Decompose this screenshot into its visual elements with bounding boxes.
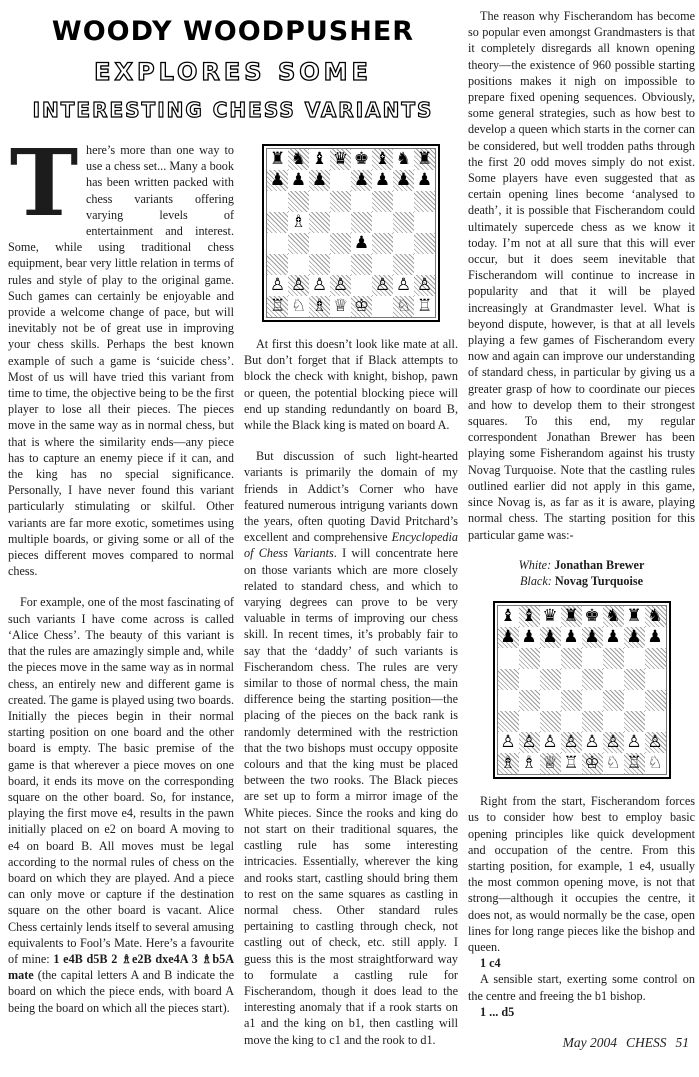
chess-piece: ♜: [416, 149, 433, 169]
board-square: [372, 254, 393, 275]
board-square: [582, 753, 603, 774]
board-square: [267, 296, 288, 317]
board-square: [351, 296, 372, 317]
board-square: [561, 732, 582, 753]
chess-piece: ♟: [416, 170, 433, 190]
board-square: [288, 275, 309, 296]
board-square: [309, 170, 330, 191]
board-square: [393, 233, 414, 254]
title-line-3: INTERESTING CHESS VARIANTS: [32, 98, 434, 122]
chess-diagram-alice-mate: [262, 144, 440, 322]
chess-piece: ♙: [605, 732, 621, 753]
title-line-1: WOODY WOODPUSHER: [51, 16, 415, 47]
chess-piece: ♟: [353, 170, 370, 190]
chess-piece: ♗: [290, 212, 307, 232]
chess-board: [497, 605, 667, 775]
chess-piece: ♝: [374, 149, 391, 169]
board-square: [393, 191, 414, 212]
chess-piece: ♟: [500, 627, 516, 648]
board-square: [540, 753, 561, 774]
board-square: [540, 606, 561, 627]
board-square: [330, 212, 351, 233]
board-square: [330, 275, 351, 296]
board-square: [603, 648, 624, 669]
board-square: [624, 711, 645, 732]
chess-piece: ♟: [542, 627, 558, 648]
board-square: [372, 170, 393, 191]
board-square: [519, 711, 540, 732]
board-square: [351, 275, 372, 296]
text-segment: . I will concentrate here on those variants which are more closely related to standard chess, and which to varying degrees can prove to be very valuable in terms of improving our chess skill. In recent times, it’s probably fair to say that the ‘daddy’ of such variants is Fischerandom chess. The rules are very similar to those of normal chess, the main difference being the starting position—the placing of the pieces on the back rank is randomly determined with the restriction that the two bishops must occupy opposite colours and that the king must be placed between the two rooks. The Black pieces are set up to form a mirror image of the White pieces. Since the rooks and king do not start on their traditional squares, the castling rule has some interesting intricacies. Essentially, wherever the king and rooks start, castling should bring them to rest on the same squares as castling in normal chess. Other standard rules pertaining to castling through check, not castling out of check, etc. still apply. I guess this is the most straightforward way to formulate a castling rule for Fischerandom, though it does lead to the interesting anomaly that if a rook starts on a1 and the king on b1, then castling will move the king to c1 and the rook to d1.: [244, 546, 459, 1047]
left-region: [8, 8, 458, 1048]
board-square: [582, 711, 603, 732]
board-square: [372, 296, 393, 317]
chess-piece: ♟: [353, 233, 370, 253]
board-square: [645, 606, 666, 627]
board-square: [330, 296, 351, 317]
footer-magazine: CHESS: [626, 1035, 667, 1050]
text-segment: Right from the start, Fischerandom forces us to consider how best to employ basic opening principles like quick development and occupation of the centre. From this starting position, for example, 1 e4, usually the most common opening move, is not that strong—although it occupies the centre, it does not, as would normally be the case, open lines for long range pieces like the bishop and queen.: [468, 794, 695, 954]
board-square: [393, 296, 414, 317]
board-square: [351, 191, 372, 212]
move-black-1: 1 ... d5: [480, 1004, 515, 1019]
board-square: [267, 191, 288, 212]
title-line-2: EXPLORES SOME: [94, 58, 372, 86]
board-square: [288, 170, 309, 191]
board-square: [540, 669, 561, 690]
text-segment: The reason why Fischerandom has become so popular even amongst Grandmasters is that it completely disregards all known opening theory—the existence of 960 possible starting positions makes it nigh on impossible to prepare fixed opening sequences. Obviously, some general strategies, such as how best to develop a queen which starts in the corner can be considered, but well trodden paths through the first 20 odd moves simply do not exist. Some players have even suggested that as certain opening lines become ‘analysed to death’, it is possible that Fischerandom could ultimately supercede chess as we know it today. I’m not at all sure that this will ever occur, but it does seem inevitable that Fischerandom will continue to increase in popularity and that it will be played increasingly at Grandmaster level. What is beyond dispute, however, is that at all levels playing a few games of Fischerandom every now and again can improve our understanding of standard chess, in particular by giving us a greater grasp of how to coordinate our pieces and how to develop them to their strongest squares. To this end, my regular correspondent Jonathan Brewer has been playing some Fisherandom against his trusty Novag Turquoise. Note that the castling rules outlined earlier did not apply in this game, since Novag is, as far as it is aware, playing normal chess. The starting position for this particular game was:-: [468, 9, 695, 542]
board-square: [519, 606, 540, 627]
chess-piece: ♟: [647, 627, 663, 648]
board-square: [645, 669, 666, 690]
board-square: [351, 170, 372, 191]
board-square: [498, 606, 519, 627]
chess-piece: ♝: [500, 606, 516, 627]
board-square: [414, 275, 435, 296]
column-left: [8, 129, 234, 1048]
page-footer: [554, 1035, 689, 1051]
white-label: White:: [518, 557, 552, 572]
board-square: [309, 233, 330, 254]
chess-piece: ♜: [563, 606, 579, 627]
board-square: [288, 296, 309, 317]
board-square: [561, 753, 582, 774]
board-square: [288, 191, 309, 212]
board-square: [267, 170, 288, 191]
board-square: [540, 627, 561, 648]
board-square: [561, 648, 582, 669]
board-square: [414, 233, 435, 254]
chess-piece: ♘: [290, 296, 307, 316]
black-player: [468, 573, 695, 589]
board-square: [561, 711, 582, 732]
board-square: [330, 191, 351, 212]
board-square: [603, 669, 624, 690]
board-square: [540, 711, 561, 732]
chess-piece: ♔: [353, 296, 370, 316]
board-square: [372, 191, 393, 212]
chess-piece: ♟: [269, 170, 286, 190]
board-square: [519, 627, 540, 648]
board-square: [288, 254, 309, 275]
board-square: [372, 275, 393, 296]
chess-piece: ♚: [353, 149, 370, 169]
chess-piece: ♙: [374, 275, 391, 295]
board-square: [309, 275, 330, 296]
chess-piece: ♕: [332, 296, 349, 316]
board-square: [561, 690, 582, 711]
board-square: [288, 212, 309, 233]
move-comment: [468, 971, 695, 1003]
board-square: [603, 711, 624, 732]
board-square: [582, 669, 603, 690]
board-square: [498, 669, 519, 690]
board-square: [603, 690, 624, 711]
board-square: [330, 254, 351, 275]
chess-piece: ♟: [395, 170, 412, 190]
board-square: [540, 732, 561, 753]
board-square: [624, 627, 645, 648]
board-square: [267, 233, 288, 254]
paragraph-fischerandom-rules: [244, 448, 458, 1048]
chess-piece: ♜: [626, 606, 642, 627]
board-square: [309, 254, 330, 275]
paragraph-opening-principles: [468, 793, 695, 955]
chess-piece: ♙: [584, 732, 600, 753]
chess-piece: ♙: [269, 275, 286, 295]
board-square: [414, 149, 435, 170]
paragraph-mate-explanation: [244, 336, 458, 433]
move-white-1: 1 c4: [480, 956, 501, 971]
chess-piece: ♗: [311, 296, 328, 316]
board-square: [393, 212, 414, 233]
chess-piece: ♘: [647, 753, 663, 774]
board-square: [498, 648, 519, 669]
board-square: [330, 233, 351, 254]
chess-piece: ♔: [584, 753, 600, 774]
chess-piece: ♘: [395, 296, 412, 316]
board-square: [393, 254, 414, 275]
board-square: [645, 711, 666, 732]
text-segment: (the capital letters A and B indicate the board on which the piece ends, with board A being the board on which all the pieces start).: [8, 968, 234, 1015]
board-square: [603, 606, 624, 627]
board-square: [519, 753, 540, 774]
chess-piece: ♙: [626, 732, 642, 753]
board-square: [645, 690, 666, 711]
paragraph-fischerandom-popularity: [468, 8, 695, 543]
text-segment: here’s more than one way to use a chess set... Many a book has been written packed with chess variants offering varying levels of entertainment and interest. Some, while using traditional chess equipment, bear very little relation in terms of rules and style of play to the original game. Such games can certainly be enjoyable and provide a welcome change of pace, but will inevitably not be of great use in improving your chess skills. Perhaps the best known example of such a game is ‘suicide chess’. Most of us will have tried this variant from time to time, the objective being to be the first player to lose all their pieces. The pieces move in the same way as in normal chess, but that is where the similarity ends—any piece has to capture an enemy piece if it can, and the king has no special significance. Personally, I have never found this variant particularly stimulating or skilful. Other variants are far more exotic, sometimes using multiple boards, or giving some or all of the pieces different moves compared to normal chess.: [8, 143, 234, 579]
text-segment: For example, one of the most fascinating of such variants I have come across is called ‘Alice Chess’. The beauty of this variant is that the rules are amazingly simple and, while the pieces move in the same way as in normal chess, an entirely new and different game is created. The game is played using two boards. Initially the pieces begin in their normal starting position on one board and the other board is empty. The basic premise of the game is that wherever a piece moves on one board, it ends its move on the corresponding square on the other board. So, for instance, playing the first move e4, results in the pawn initially placed on e2 on board A moving to e4 on board B. All moves must be legal according to the normal rules of chess on the board on which they are played. And a piece can only move or capture if the destination square on the other board is vacant. Alice Chess certainly lends itself to several amusing equivalents to Fool’s Mate. Here’s a favourite of mine:: [8, 595, 234, 966]
chess-piece: ♛: [542, 606, 558, 627]
board-square: [414, 170, 435, 191]
board-square: [561, 669, 582, 690]
chess-piece: ♟: [290, 170, 307, 190]
paragraph-alice-chess: [8, 594, 234, 1015]
chess-piece: ♞: [647, 606, 663, 627]
paragraph-intro: [8, 129, 234, 579]
board-square: [498, 690, 519, 711]
black-name: Novag Turquoise: [554, 573, 644, 588]
chess-piece: ♜: [269, 149, 286, 169]
board-square: [561, 606, 582, 627]
board-square: [414, 296, 435, 317]
board-square: [288, 233, 309, 254]
board-square: [351, 212, 372, 233]
board-square: [624, 669, 645, 690]
board-square: [330, 170, 351, 191]
text-segment: At first this doesn’t look like mate at all. But don’t forget that if Black attempts to block the check with knight, bishop, pawn or queen, the potential blocking piece will end up standing redundantly on board B, while the Black king is mated on board A.: [244, 337, 458, 433]
board-square: [645, 627, 666, 648]
board-square: [582, 606, 603, 627]
chess-piece: ♕: [542, 753, 558, 774]
chess-piece: ♙: [395, 275, 412, 295]
board-square: [309, 149, 330, 170]
board-square: [561, 627, 582, 648]
chess-piece: ♟: [563, 627, 579, 648]
body-columns: [8, 129, 459, 1048]
board-square: [372, 233, 393, 254]
board-square: [393, 275, 414, 296]
chess-piece: ♖: [626, 753, 642, 774]
chess-piece: ♙: [290, 275, 307, 295]
chess-piece: ♖: [563, 753, 579, 774]
board-square: [267, 149, 288, 170]
board-square: [498, 711, 519, 732]
footer-page-number: 51: [675, 1035, 689, 1050]
chess-piece: ♛: [332, 149, 349, 169]
board-square: [645, 753, 666, 774]
footer-issue: May 2004: [562, 1035, 617, 1050]
chess-piece: ♟: [521, 627, 537, 648]
board-square: [519, 669, 540, 690]
chess-diagram-fischerandom-start: [493, 601, 671, 779]
board-square: [582, 648, 603, 669]
board-square: [519, 648, 540, 669]
column-right: [468, 8, 695, 1048]
black-label: Black:: [519, 573, 552, 588]
board-square: [267, 254, 288, 275]
board-square: [351, 149, 372, 170]
board-square: [414, 191, 435, 212]
board-square: [645, 648, 666, 669]
board-square: [624, 648, 645, 669]
board-square: [519, 732, 540, 753]
chess-piece: ♙: [647, 732, 663, 753]
chess-piece: ♙: [521, 732, 537, 753]
board-square: [582, 690, 603, 711]
board-square: [414, 254, 435, 275]
board-square: [603, 753, 624, 774]
chess-piece: ♝: [521, 606, 537, 627]
board-square: [624, 606, 645, 627]
white-player: [468, 557, 695, 573]
column-middle: [244, 142, 458, 1048]
board-square: [498, 732, 519, 753]
chess-piece: ♞: [605, 606, 621, 627]
chess-board: [266, 148, 436, 318]
chess-piece: ♗: [500, 753, 516, 774]
chess-piece: ♟: [626, 627, 642, 648]
board-square: [393, 170, 414, 191]
board-square: [351, 233, 372, 254]
board-square: [309, 191, 330, 212]
chess-piece: ♙: [332, 275, 349, 295]
board-square: [309, 212, 330, 233]
chess-piece: ♙: [500, 732, 516, 753]
board-square: [582, 627, 603, 648]
board-square: [582, 732, 603, 753]
chess-piece: ♞: [290, 149, 307, 169]
board-square: [540, 648, 561, 669]
drop-cap: T: [9, 129, 79, 237]
board-square: [624, 753, 645, 774]
article-title: [8, 8, 458, 142]
game-credits: [468, 557, 695, 589]
board-square: [267, 275, 288, 296]
board-square: [540, 690, 561, 711]
chess-piece: ♝: [311, 149, 328, 169]
white-name: Jonathan Brewer: [554, 557, 645, 572]
chess-piece: ♟: [374, 170, 391, 190]
text-segment: 1 e4B d5B 2 ♗e2B dxe4A 3 ♗b5A mate: [8, 951, 234, 983]
chess-piece: ♘: [605, 753, 621, 774]
chess-piece: ♞: [395, 149, 412, 169]
board-square: [288, 149, 309, 170]
board-square: [624, 732, 645, 753]
board-square: [603, 732, 624, 753]
board-square: [519, 690, 540, 711]
board-square: [498, 753, 519, 774]
chess-piece: ♙: [563, 732, 579, 753]
text-segment: But discussion of such light-hearted variants is primarily the domain of my friends in Addict’s Corner who have featured numerous intrigung variants down the years, often quoting David Pritchard’s excellent and comprehensive: [244, 449, 458, 545]
board-square: [372, 212, 393, 233]
text-segment: A sensible start, exerting some control on the centre and freeing the b1 bishop.: [468, 972, 695, 1003]
board-square: [603, 627, 624, 648]
chess-piece: ♙: [542, 732, 558, 753]
chess-piece: ♟: [311, 170, 328, 190]
board-square: [351, 254, 372, 275]
board-square: [309, 296, 330, 317]
text-segment: Encyclopedia of Chess Variants: [244, 530, 458, 561]
chess-piece: ♖: [416, 296, 433, 316]
chess-piece: ♙: [311, 275, 328, 295]
board-square: [624, 690, 645, 711]
chess-piece: ♗: [521, 753, 537, 774]
chess-piece: ♙: [416, 275, 433, 295]
board-square: [267, 212, 288, 233]
chess-piece: ♖: [269, 296, 286, 316]
board-square: [414, 212, 435, 233]
chess-piece: ♟: [605, 627, 621, 648]
board-square: [372, 149, 393, 170]
board-square: [645, 732, 666, 753]
chess-piece: ♚: [584, 606, 600, 627]
page-content: [8, 8, 695, 1048]
board-square: [330, 149, 351, 170]
board-square: [498, 627, 519, 648]
board-square: [393, 149, 414, 170]
chess-piece: ♟: [584, 627, 600, 648]
